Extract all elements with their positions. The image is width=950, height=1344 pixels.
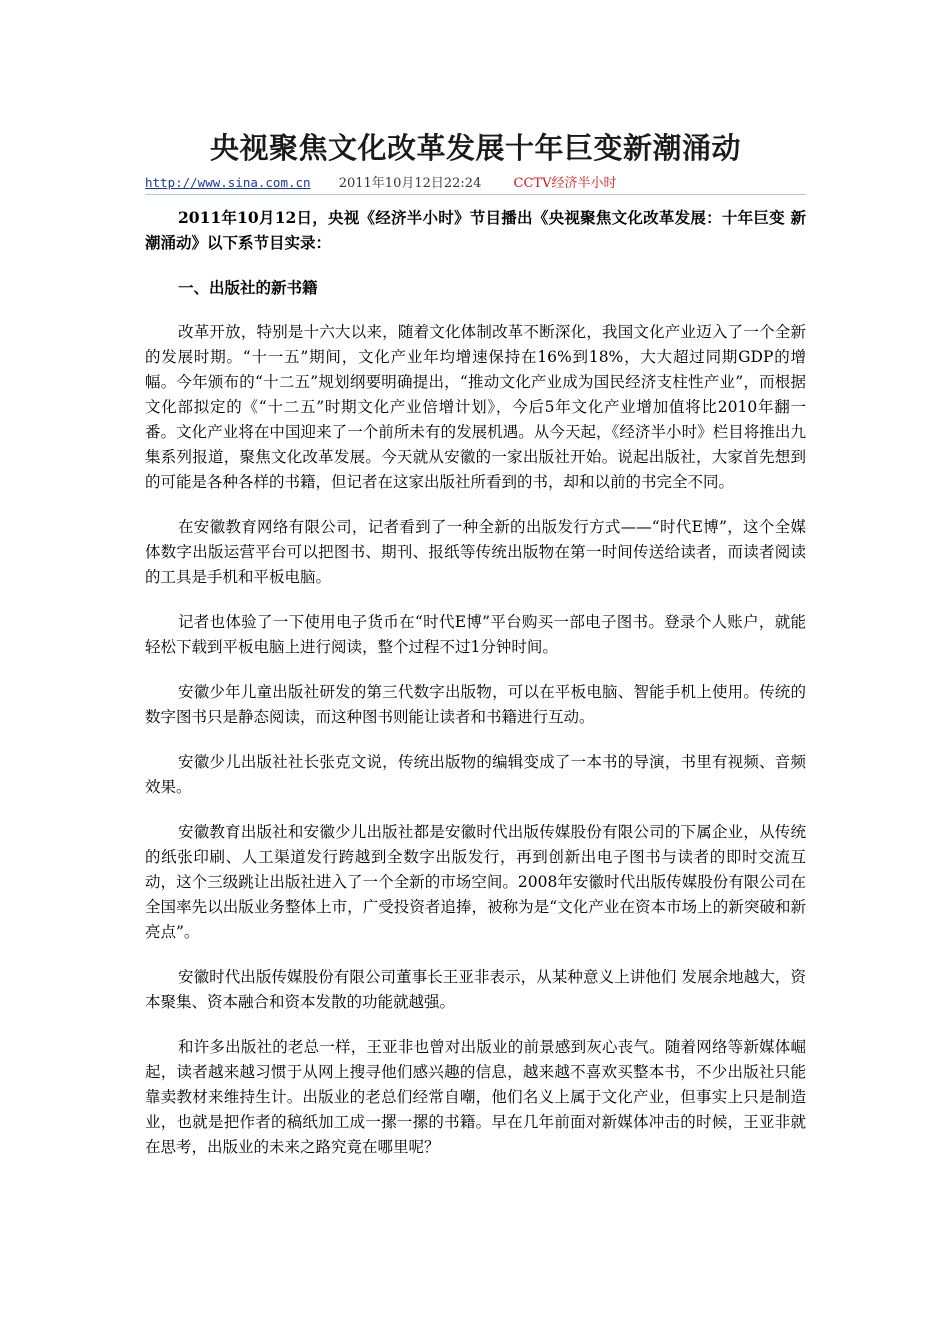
body-paragraph: 记者也体验了一下使用电子货币在“时代E博”平台购买一部电子图书。登录个人账户，就能轻松下载到平板电脑上进行阅读，整个过程不过1分钟时间。	[145, 613, 806, 656]
source-link[interactable]: http://www.sina.com.cn	[145, 175, 311, 190]
body-paragraph: 安徽时代出版传媒股份有限公司董事长王亚非表示，从某种意义上讲他们 发展余地越大，资本聚集、资本融合和资本发散的功能就越强。	[145, 968, 806, 1011]
article-title: 央视聚焦文化改革发展十年巨变新潮涌动	[209, 131, 741, 165]
body-paragraph: 在安徽教育网络有限公司，记者看到了一种全新的出版发行方式——“时代E博”，这个全媒体数字出版运营平台可以把图书、期刊、报纸等传统出版物在第一时间传送给读者，而读者阅读的工具是手机和平板电脑。	[145, 518, 806, 586]
publish-datetime: 2011年10月12日22:24	[338, 176, 482, 191]
body-paragraph: 安徽教育出版社和安徽少儿出版社都是安徽时代出版传媒股份有限公司的下属企业，从传统的纸张印刷、人工渠道发行跨越到全数字出版发行，再到创新出电子图书与读者的即时交流互动，这个三级跳让出版社进入了一个全新的市场空间。2008年安徽时代出版传媒股份有限公司在全国率先以出版业务整体上市，广受投资者追捧，被称为是“文化产业在资本市场上的新突破和新亮点”。	[145, 823, 806, 941]
intro-paragraph: 2011年10月12日，央视《经济半小时》节目播出《央视聚焦文化改革发展：十年巨变 新潮涌动》以下系节目实录：	[145, 208, 806, 252]
body-paragraph: 安徽少儿出版社社长张克文说，传统出版物的编辑变成了一本书的导演，书里有视频、音频效果。	[145, 753, 806, 796]
body-paragraph: 改革开放，特别是十六大以来，随着文化体制改革不断深化，我国文化产业迈入了一个全新的发展时期。“十一五”期间，文化产业年均增速保持在16%到18%，大大超过同期GDP的增幅。今年颁布的“十二五”规划纲要明确提出，“推动文化产业成为国民经济支柱性产业”，而根据文化部拟定的《“十二五”时期文化产业倍增计划》，今后5年文化产业增加值将比2010年翻一番。文化产业将在中国迎来了一个前所未有的发展机遇。从今天起，《经济半小时》栏目将推出九集系列报道，聚焦文化改革发展。今天就从安徽的一家出版社开始。说起出版社，大家首先想到的可能是各种各样的书籍，但记者在这家出版社所看到的书，却和以前的书完全不同。	[145, 323, 806, 491]
article-meta	[145, 175, 806, 195]
section-heading: 一、出版社的新书籍	[178, 278, 318, 297]
body-paragraph: 和许多出版社的老总一样，王亚非也曾对出版业的前景感到灰心丧气。随着网络等新媒体崛起，读者越来越习惯于从网上搜寻他们感兴趣的信息，越来越不喜欢买整本书，不少出版社只能靠卖教材来维持生计。出版业的老总们经常自嘲，他们名义上属于文化产业，但事实上只是制造业，也就是把作者的稿纸加工成一摞一摞的书籍。早在几年前面对新媒体冲击的时候，王亚非就在思考，出版业的未来之路究竟在哪里呢？	[145, 1038, 806, 1156]
body-paragraph: 安徽少年儿童出版社研发的第三代数字出版物，可以在平板电脑、智能手机上使用。传统的数字图书只是静态阅读，而这种图书则能让读者和书籍进行互动。	[145, 683, 806, 726]
article	[145, 128, 806, 1160]
source-label: CCTV经济半小时	[513, 176, 617, 191]
